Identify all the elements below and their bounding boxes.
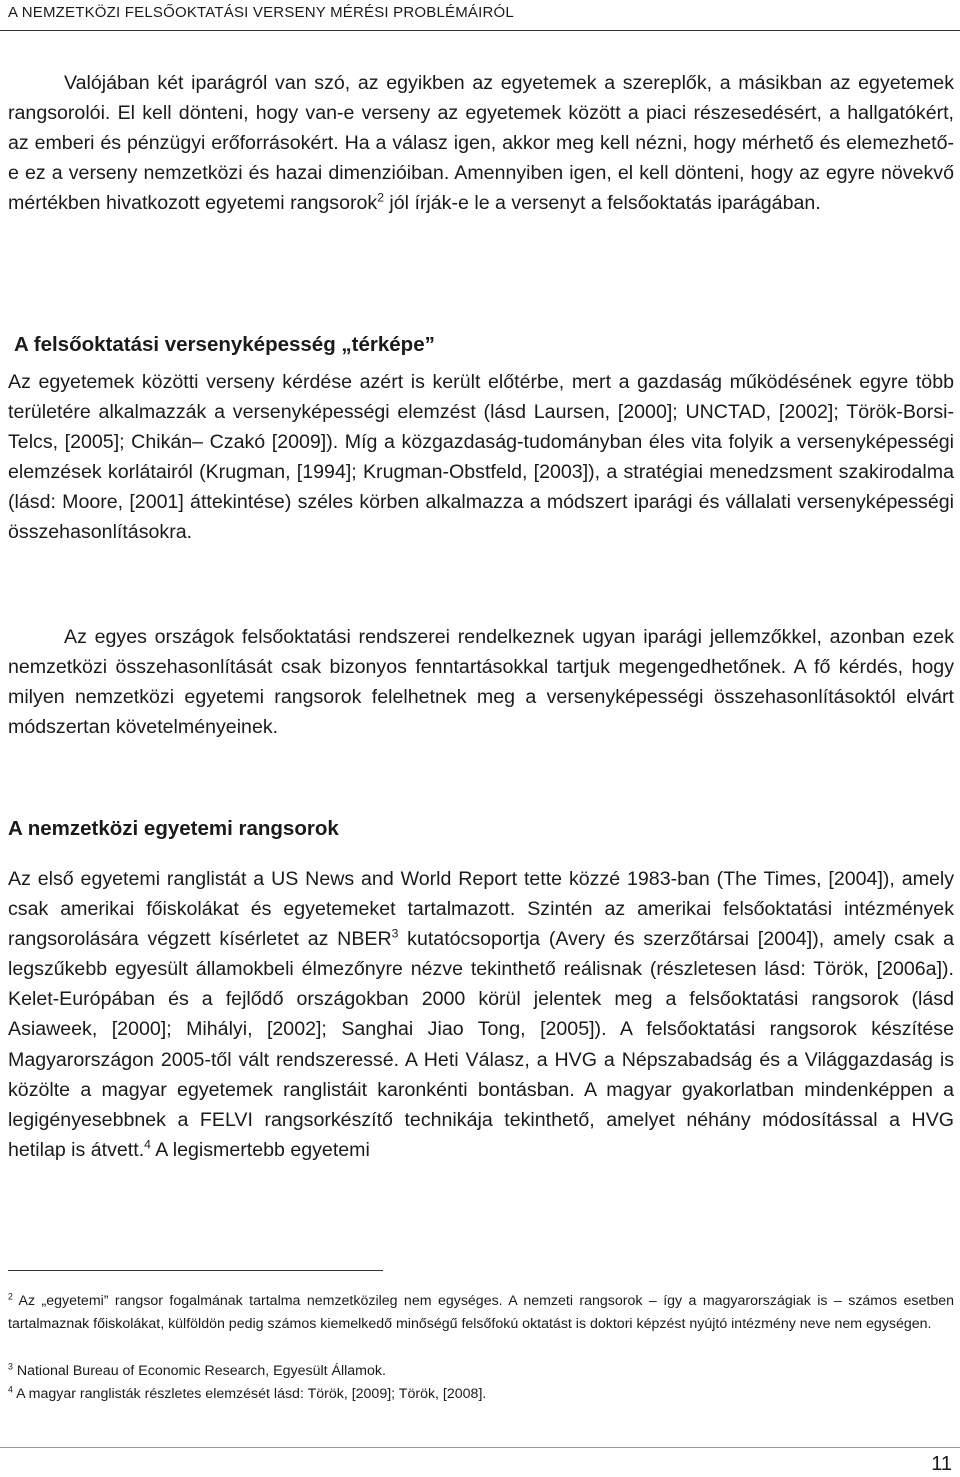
page-number: 11 [931,1453,952,1475]
footnote-ref-4[interactable]: 4 [144,1137,151,1152]
footnote-ref-2[interactable]: 2 [377,190,384,205]
footnote-2 [8,1290,954,1336]
intro-text: Valójában két iparágról van szó, az egyikben az egyetemek a szereplők, a másikban az egyetemek rangsorolói. El kell dönteni, hogy van-e verseny az egyetemek között a piaci részesedésért, a hallgatókért, az emberi és pénzügyi erőforrásokért. Ha a válasz igen, akkor meg kell nézni, hogy mérhető és elemezhető-e ez a verseny nemzetközi és hazai dimenzióiban. Amennyiben igen, el kell dönteni, hogy az egyre növekvő mértékben hivatkozott egyetemi rangsorok [8,72,954,215]
intro-text-end: jól írják-e le a versenyt a felsőoktatás iparágában. [383,192,821,215]
rankings-text-c: A legismertebb egyetemi [150,1138,370,1161]
map-paragraph-2: Az egyes országok felsőoktatási rendszerei rendelkeznek ugyan iparági jellemzőkkel, azonban ezek nemzetközi összehasonlítását csak bizonyos fenntartásokkal tartjuk megengedhetőnek. A fő kérdés, hogy milyen nemzetközi egyetemi rangsorok felelhetnek meg a versenyképességi összehasonlításoktól elvárt módszertan követelményeinek. [8,626,954,739]
footnote-3 [8,1360,954,1383]
map-paragraph-1: Az egyetemek közötti verseny kérdése azért is került előtérbe, mert a gazdaság működésének egyre több területére alkalmazzák a versenyképességi elemzést (lásd Laursen, [2000]; UNCTAD, [2002]; Török-Borsi-Telcs, [2005]; Chikán– Czakó [2009]). Míg a közgazdaság-tudományban éles vita folyik a versenyképességi elemzések korlátairól (Krugman, [1994]; Krugman-Obstfeld, [2003]), a stratégiai menedzsment szakirodalma (lásd: Moore, [2001] áttekintése) széles körben alkalmazza a módszert iparági és vállalati versenyképességi összehasonlításokra. [8,371,954,544]
section-heading-rankings: A nemzetközi egyetemi rangsorok [8,817,339,840]
footnote-ref-3[interactable]: 3 [391,926,399,941]
rankings-paragraph [8,864,954,1165]
rankings-text-b: kutatócsoportja (Avery és szerzőtársai [2004]), amely csak a legszűkebb egyesült államokbeli élmezőnyre nézve tekinthető reálisnak (részletesen lásd: Török, [2006a]). Kelet-Európában és a fejlődő országokban 2000 körül jelentek meg a felsőoktatási rangsorok (lásd Asiaweek, [2000]; Mihályi, [2002]; Sanghai Jiao Tong, [2005]). A felsőoktatási rangsorok készítése Magyarországon 2005-től vált rendszeressé. A Heti Válasz, a HVG a Népszabadság és a Világgazdaság is közölte a magyar egyetemek ranglistáit karonkénti bontásban. A magyar gyakorlatban mindenképpen a legigényesebbnek a FELVI rangsorkészítő technikája tekinthető, amelyet néhány módosítással a HVG hetilap is átvett. [8,928,954,1161]
intro-paragraph [8,68,954,218]
footnote-divider [8,1270,383,1271]
footnote-4 [8,1383,954,1406]
rankings-text-a: Az első egyetemi ranglistát a US News and World Report tette közzé 1983-ban (The Times, [2004]), amely csak amerikai főiskolákat és egyetemeket tartalmazott. Szintén az amerikai felsőoktatási intézmények rangsorolására végzett kísérletet az NBER [8,868,954,951]
footnote-text: Az „egyetemi” rangsor fogalmának tartalma nemzetközileg nem egységes. A nemzeti rangsorok – így a magyarországiak is – számos esetben tartalmaznak főiskolákat, külföldön pedig számos kiemelkedő minőségű felsőfokú oktatást is doktori képzést nyújtó intézmény neve nem egységen. [8,1293,954,1332]
footnote-number: 4 [8,1384,13,1395]
footnote-text: A magyar ranglisták részletes elemzését lásd: Török, [2009]; Török, [2008]. [12,1386,487,1402]
running-header: A NEMZETKÖZI FELSŐOKTATÁSI VERSENY MÉRÉSI PROBLÉMÁIRÓL [8,4,514,21]
section-heading-map: A felsőoktatási versenyképesség „térképe” [14,333,435,356]
footnote-text: National Bureau of Economic Research, Egyesült Államok. [12,1363,386,1379]
footnote-number: 3 [8,1361,13,1372]
footnote-number: 2 [8,1291,13,1302]
header-divider [0,30,960,31]
footer-divider [0,1447,960,1448]
